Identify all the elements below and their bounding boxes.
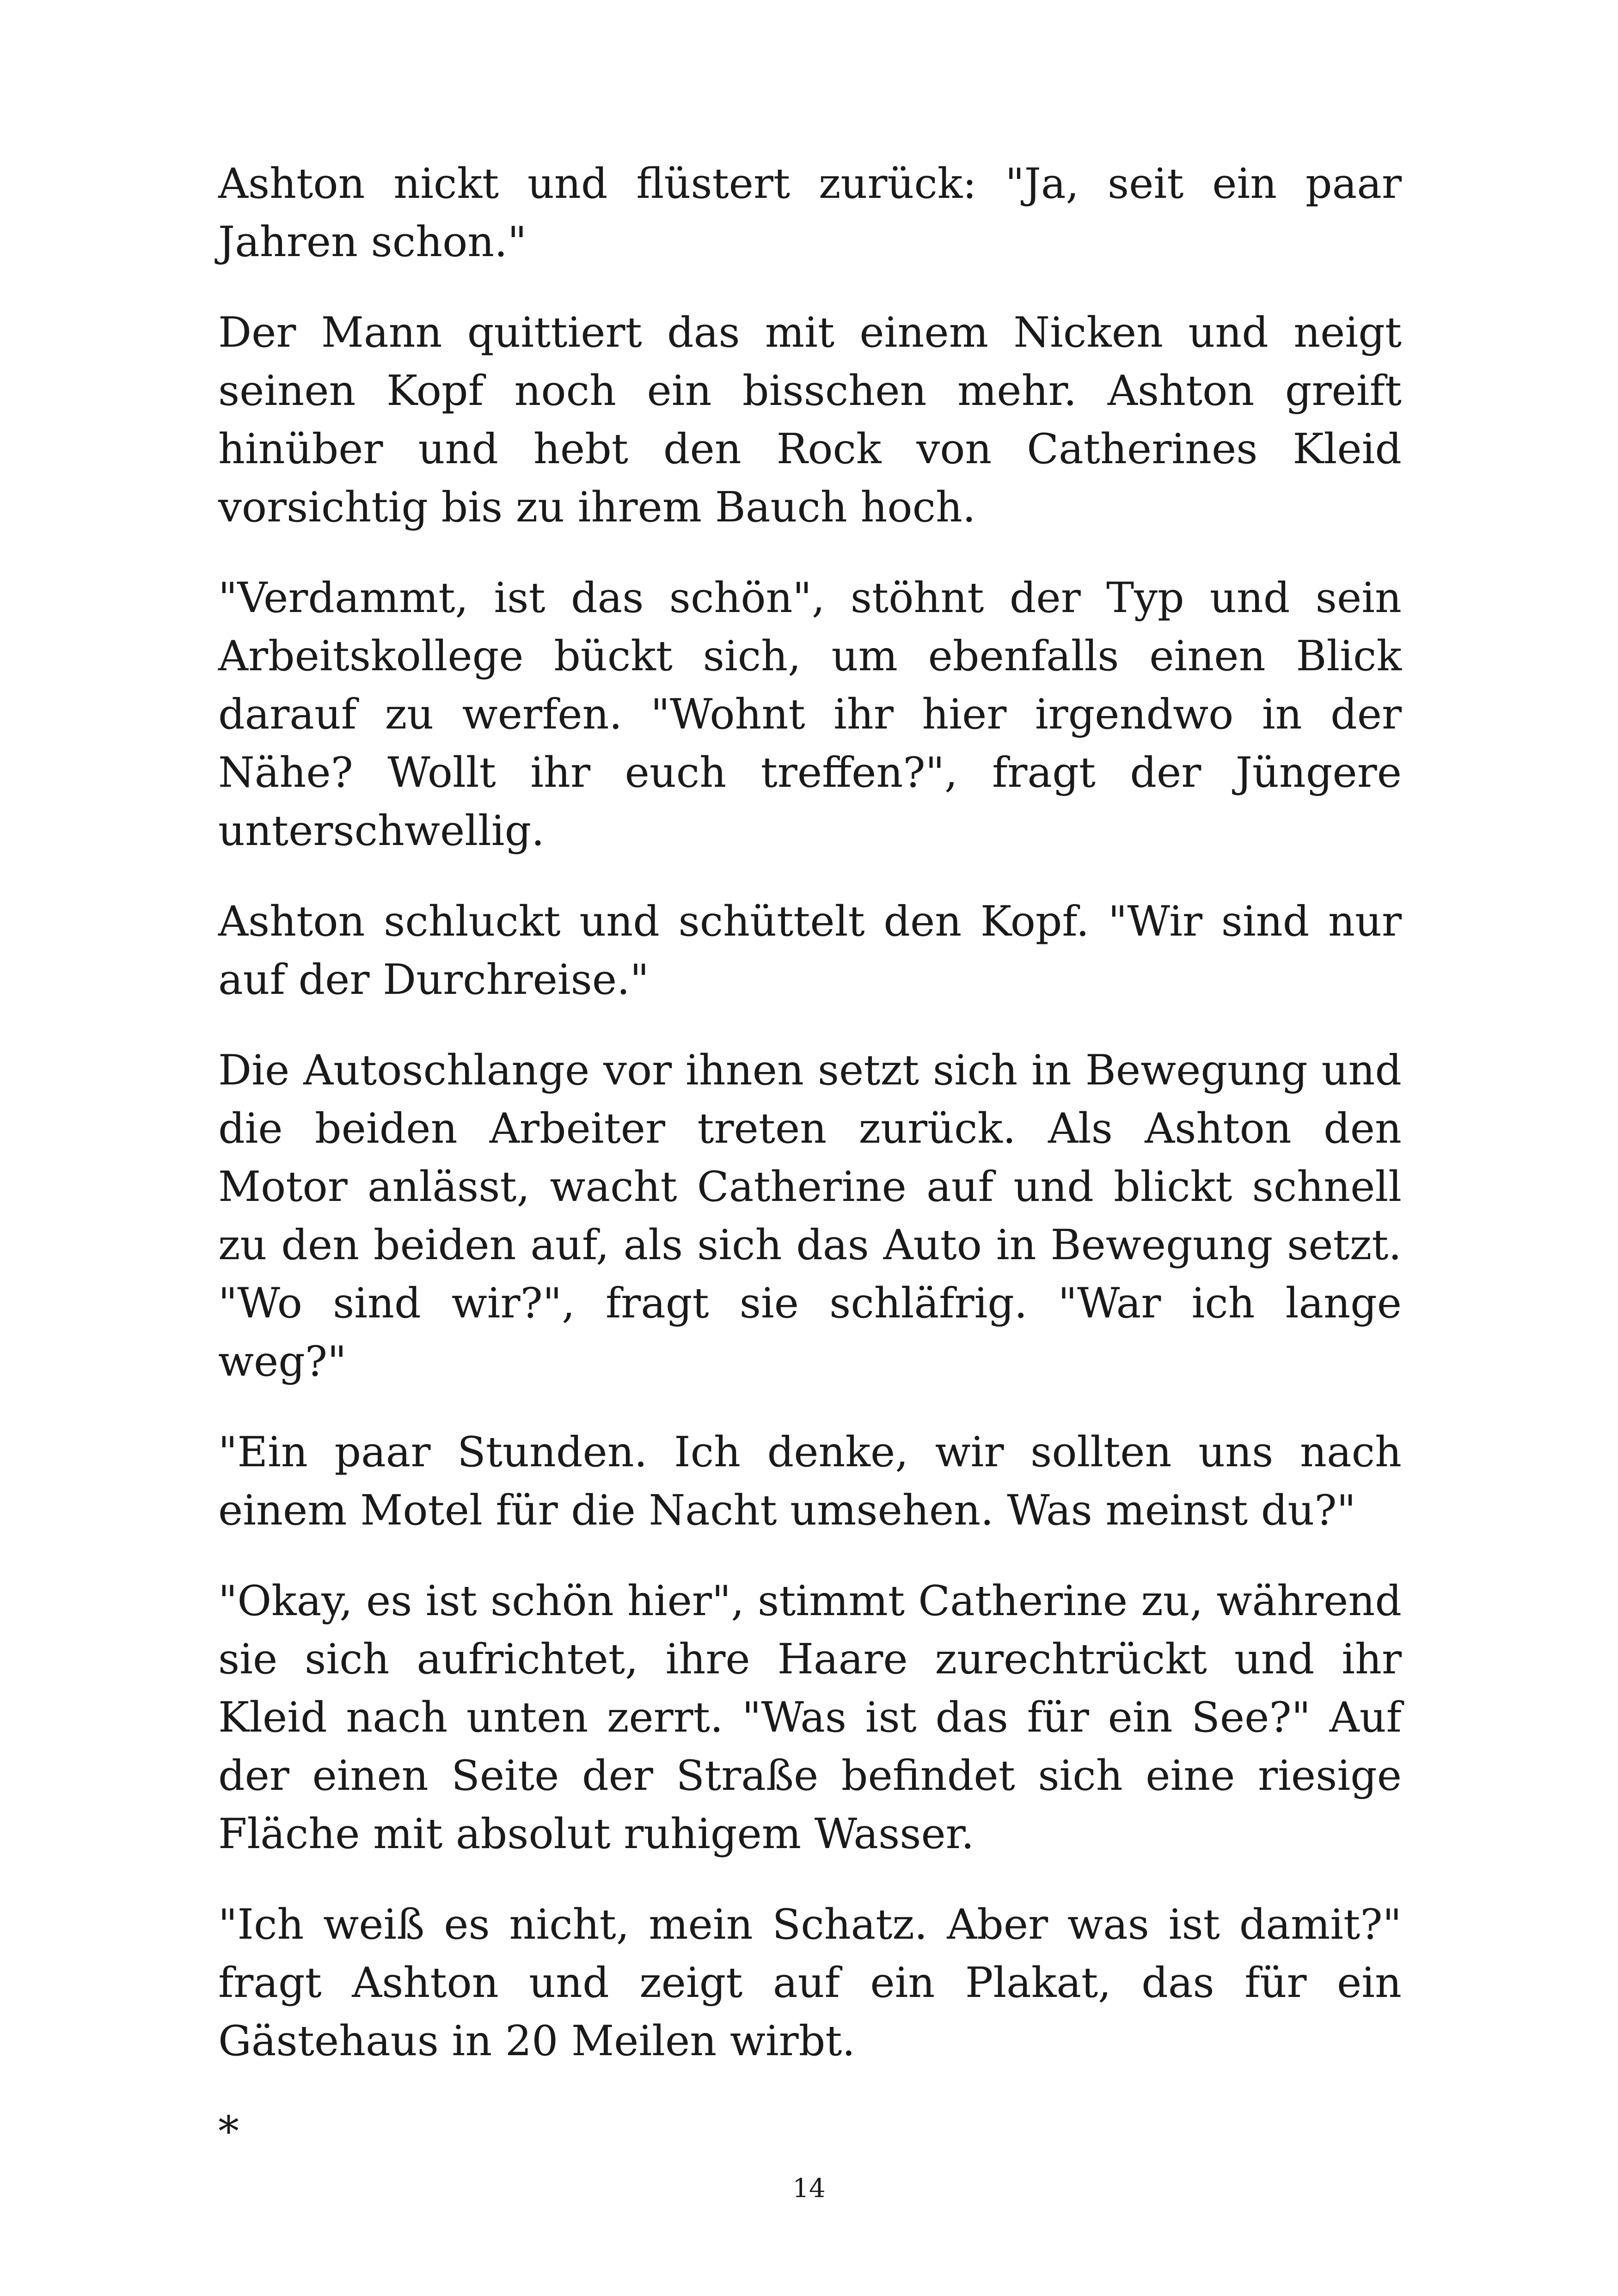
paragraph: Der Mann quittiert das mit einem Nicken und neigt seinen Kopf noch ein bisschen mehr. Ashton greift hinüber und hebt den Rock von Catherines Kleid vorsichtig bis zu ihrem Bauch hoch. xyxy=(218,308,1402,532)
paragraph: "Okay, es ist schön hier", stimmt Catherine zu, während sie sich aufrichtet, ihre Haare zurechtrückt und ihr Kleid nach unten zerrt. "Was ist das für ein See?" Auf der einen Seite der Straße befindet sich eine riesige Fläche mit absolut ruhigem Wasser. xyxy=(218,1577,1402,1858)
paragraph: Ashton schluckt und schüttelt den Kopf. "Wir sind nur auf der Durchreise." xyxy=(218,897,1402,1004)
body-text xyxy=(218,155,1402,2161)
page-number: 14 xyxy=(792,2174,826,2204)
paragraph: "Ich weiß es nicht, mein Schatz. Aber was ist damit?" fragt Ashton und zeigt auf ein Plakat, das für ein Gästehaus in 20 Meilen wirbt. xyxy=(218,1900,1402,2065)
paragraph: "Ein paar Stunden. Ich denke, wir sollten uns nach einem Motel für die Nacht umsehen. Was meinst du?" xyxy=(218,1428,1402,1535)
scene-break: * xyxy=(218,2107,239,2156)
paragraph: "Verdammt, ist das schön", stöhnt der Typ und sein Arbeitskollege bückt sich, um ebenfalls einen Blick darauf zu werfen. "Wohnt ihr hier irgendwo in der Nähe? Wollt ihr euch treffen?", fragt der Jüngere unterschwellig. xyxy=(218,574,1402,855)
paragraph: Ashton nickt und flüstert zurück: "Ja, seit ein paar Jahren schon." xyxy=(218,159,1402,266)
paragraph: Die Autoschlange vor ihnen setzt sich in Bewegung und die beiden Arbeiter treten zurück. Als Ashton den Motor anlässt, wacht Catherine auf und blickt schnell zu den beiden auf, als sich das Auto in Bewegung setzt. "Wo sind wir?", fragt sie schläfrig. "War ich lange weg?" xyxy=(218,1046,1402,1386)
